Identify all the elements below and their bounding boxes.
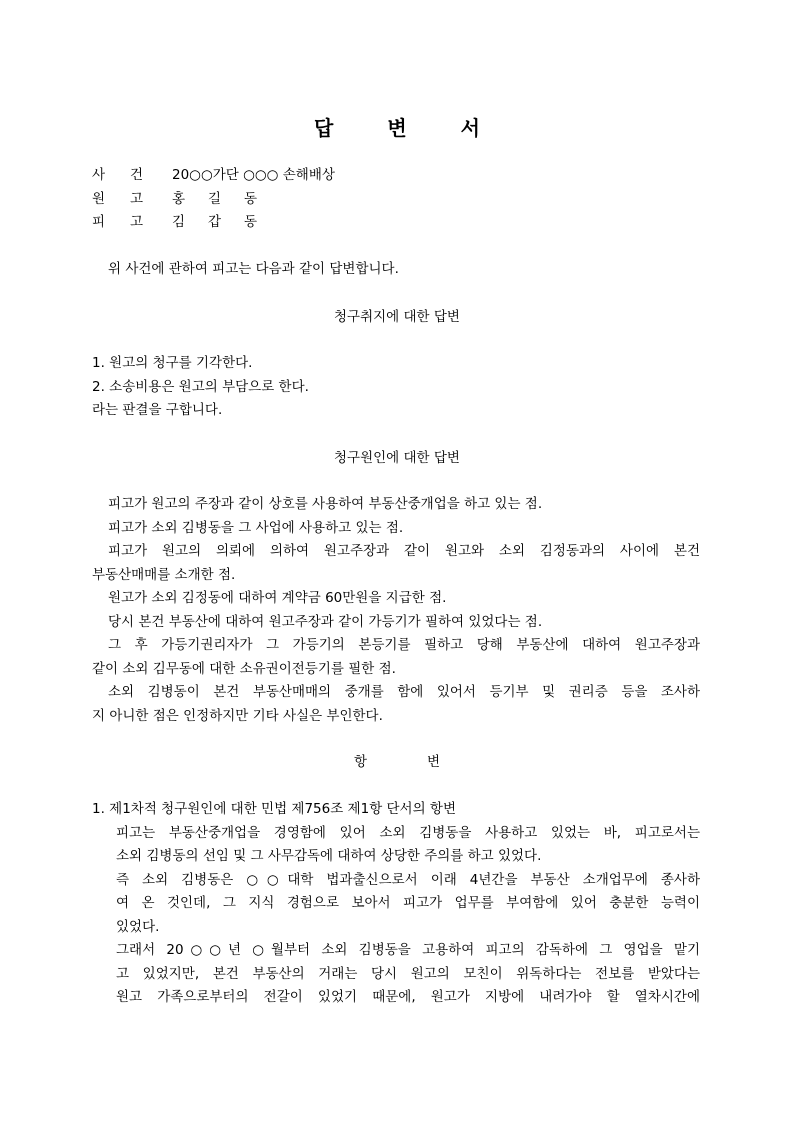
defense-line: 피고는 부동산중개업을 경영함에 있어 소외 김병동을 사용하고 있었는 바, 피고로서는	[116, 824, 700, 841]
section2-body	[92, 493, 700, 728]
defense-line: 그래서 20○○년 ○월부터 소외 김병동을 고용하여 피고의 감독하에 그 영업을 맡기	[116, 942, 700, 958]
section2-heading: 청구원인에 대한 답변	[334, 450, 460, 466]
section1-line: 라는 판결을 구합니다.	[92, 402, 223, 418]
case-info-row	[92, 164, 335, 188]
section2-line: 원고가 소외 김정동에 대하여 계약금 60만원을 지급한 점.	[108, 590, 447, 606]
defense-line: 있었다.	[116, 918, 160, 935]
defense-paragraph	[92, 822, 700, 1010]
intro-text: 위 사건에 관하여 피고는 다음과 같이 답변합니다.	[108, 261, 399, 277]
defense-line: 원고 가족으로부터의 전갈이 있었기 때문에, 원고가 지방에 내려가야 할 열차시간에	[116, 989, 700, 1005]
title-char: 변	[387, 116, 407, 140]
defense-line: 고 있었지만, 본건 부동산의 거래는 당시 원고의 모친이 위독하다는 전보를 받았다는	[116, 965, 700, 982]
case-label: 사 건	[92, 167, 144, 183]
plaintiff-name: 홍 길 동	[172, 190, 258, 207]
section2-line: 피고가 원고의 의뢰에 의하여 원고주장과 같이 원고와 소외 김정동과의 사이에 본건	[108, 543, 700, 559]
section3-body	[92, 798, 700, 1010]
title-char: 서	[460, 116, 480, 140]
defense-item-title: 1. 제1차적 청구원인에 대한 민법 제756조 제1항 단서의 항변	[92, 801, 457, 817]
section2-line: 그 후 가등기권리자가 그 가등기의 본등기를 필하고 당해 부동산에 대하여 원고주장과	[108, 637, 700, 653]
document-title	[0, 112, 794, 141]
title-char: 답	[314, 116, 334, 140]
section2-line: 피고가 원고의 주장과 같이 상호를 사용하여 부동산중개업을 하고 있는 점.	[108, 496, 543, 512]
section2-line: 부동산매매를 소개한 점.	[92, 566, 236, 583]
section2-line: 같이 소외 김무동에 대한 소유권이전등기를 필한 점.	[92, 660, 396, 677]
defendant-name: 김 갑 동	[172, 214, 258, 230]
section2-line: 당시 본건 부동산에 대하여 원고주장과 같이 가등기가 필하여 있었다는 점.	[108, 613, 543, 630]
section1-body	[92, 352, 700, 423]
defense-line: 여 온 것인데, 그 지식 경험으로 보아서 피고가 업무를 부여함에 있어 충분한 능력이	[116, 895, 700, 911]
plaintiff-row	[92, 188, 335, 212]
section1-line: 1. 원고의 청구를 기각한다.	[92, 355, 253, 371]
section1-line: 2. 소송비용은 원고의 부담으로 한다.	[92, 378, 309, 395]
defendant-label: 피 고	[92, 214, 144, 230]
section2-line: 피고가 소외 김병동을 그 사업에 사용하고 있는 점.	[108, 519, 404, 536]
defense-line: 즉 소외 김병동은 ○○대학 법과출신으로서 이래 4년간을 부동산 소개업무에 종사하	[116, 871, 700, 888]
section3-heading: 항 변	[353, 754, 441, 770]
defense-line: 소외 김병동의 선임 및 그 사무감독에 대하여 상당한 주의를 하고 있었다.	[116, 848, 542, 864]
section2-line: 지 아니한 점은 인정하지만 기타 사실은 부인한다.	[92, 707, 383, 724]
section2-line: 소외 김병동이 본건 부동산매매의 중개를 함에 있어서 등기부 및 권리증 등을 조사하	[108, 684, 700, 700]
section1-heading: 청구취지에 대한 답변	[334, 309, 460, 325]
intro-paragraph	[92, 258, 700, 282]
case-info	[92, 164, 335, 235]
defendant-row	[92, 211, 335, 235]
case-value: 20○○가단 ○○○ 손해배상	[172, 167, 335, 183]
plaintiff-label: 원 고	[92, 190, 144, 207]
